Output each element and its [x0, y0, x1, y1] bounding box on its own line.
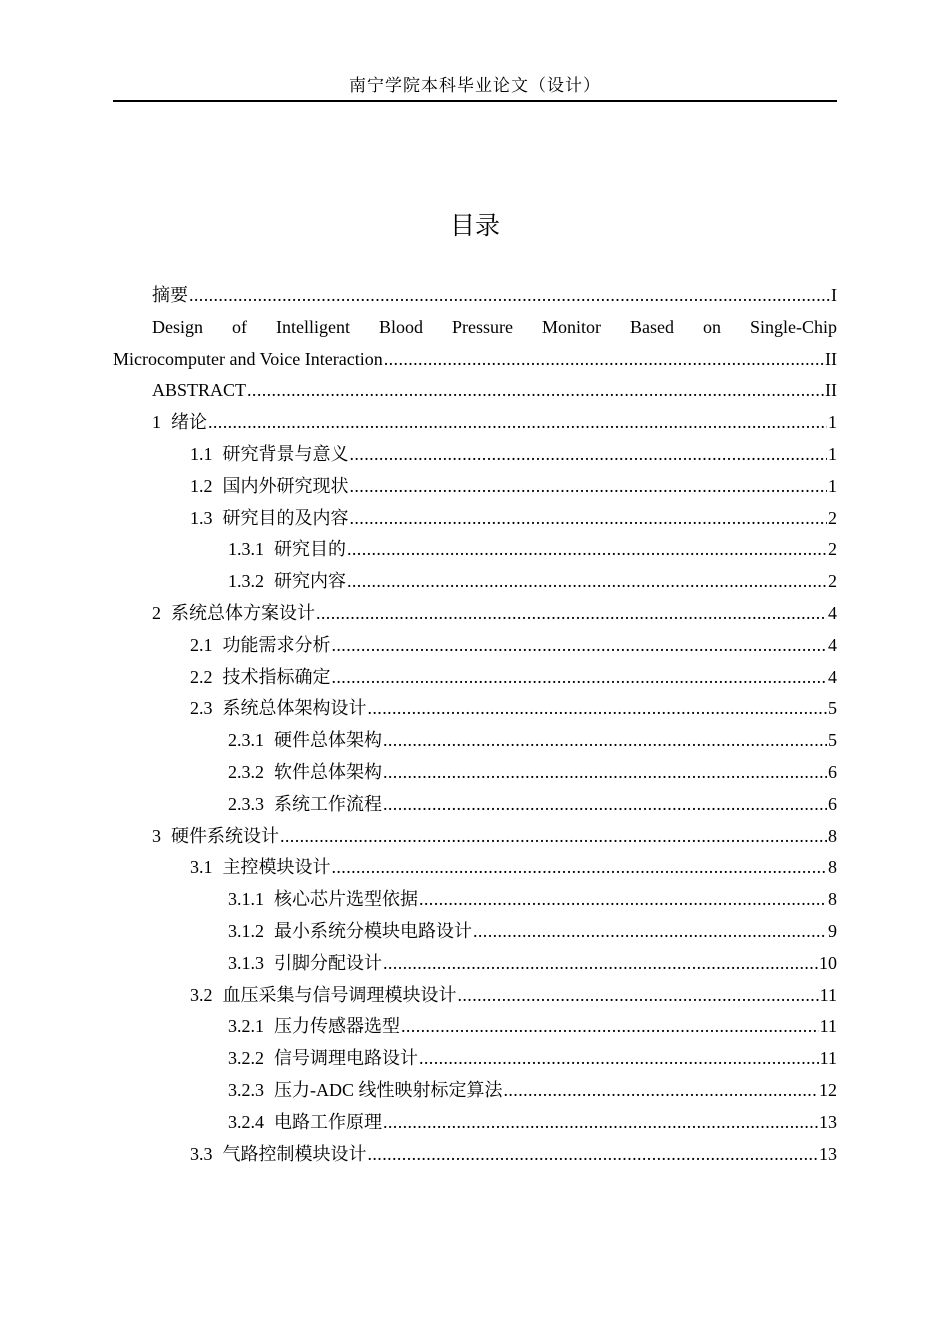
toc-entry[interactable]	[113, 1107, 837, 1139]
toc-entry[interactable]	[113, 948, 837, 980]
toc-entry-number: 1.1	[190, 443, 213, 464]
toc-page-number: I	[831, 285, 837, 305]
toc-entry[interactable]	[113, 566, 837, 598]
toc-entry-number: 3.2.1	[228, 1016, 264, 1037]
toc-entry[interactable]	[113, 598, 837, 630]
toc-entry[interactable]	[113, 471, 837, 503]
toc-entry-number: 3.2.3	[228, 1079, 264, 1100]
running-header: 南宁学院本科毕业论文（设计）	[349, 76, 601, 95]
toc-page-number: 1	[828, 412, 837, 433]
dot-leader	[419, 884, 827, 916]
header-rule	[113, 100, 837, 102]
toc-entry-number: 3.2.4	[228, 1111, 264, 1132]
toc-entry-label: 技术指标确定	[222, 666, 331, 687]
dot-leader	[350, 471, 828, 503]
dot-leader	[316, 598, 827, 630]
toc-entry-label: 研究目的	[274, 539, 346, 560]
toc-entry-number: 2.3	[190, 698, 213, 719]
toc-entry-label: 系统总体方案设计	[171, 602, 315, 623]
toc-entry[interactable]	[113, 662, 837, 694]
dot-leader	[419, 1043, 819, 1075]
toc-entry[interactable]	[113, 503, 837, 535]
dot-leader	[332, 852, 828, 884]
toc-entry-number: 2.1	[190, 634, 213, 655]
toc-entry-number: 1.3	[190, 507, 213, 528]
toc-entry[interactable]	[113, 280, 837, 312]
toc-entry-label: Microcomputer and Voice Interaction	[113, 348, 383, 369]
toc-entry-label: 核心芯片选型依据	[274, 889, 418, 910]
toc-entry[interactable]	[113, 630, 837, 662]
toc-entry-wrapped-line[interactable]	[113, 312, 837, 344]
toc-entry[interactable]	[113, 693, 837, 725]
dot-leader	[347, 566, 827, 598]
toc-entry-label: ABSTRACT	[152, 380, 247, 401]
toc-entry-label: 研究背景与意义	[222, 443, 349, 464]
toc-page-number: 11	[819, 1016, 837, 1037]
toc-page-number: 13	[819, 1111, 837, 1132]
dot-leader	[401, 1011, 819, 1043]
dot-leader	[347, 534, 827, 566]
dot-leader	[504, 1075, 819, 1107]
toc-page-number: 1	[828, 443, 837, 464]
toc-entry-label: 国内外研究现状	[222, 475, 349, 496]
toc-page-number: 5	[828, 698, 837, 719]
dot-leader	[208, 407, 827, 439]
toc-page-number: 2	[828, 571, 837, 592]
toc-entry-number: 2.3.3	[228, 793, 264, 814]
toc-entry-label: 电路工作原理	[274, 1111, 382, 1132]
toc-entry[interactable]	[113, 884, 837, 916]
dot-leader	[384, 344, 824, 376]
toc-entry[interactable]	[113, 375, 837, 407]
dot-leader	[247, 375, 824, 407]
dot-leader	[458, 980, 819, 1012]
toc-entry[interactable]	[113, 439, 837, 471]
dot-leader	[383, 789, 827, 821]
toc-page-number: 2	[828, 507, 837, 528]
toc-entry[interactable]	[113, 1011, 837, 1043]
toc-entry-label: 系统工作流程	[274, 793, 382, 814]
toc-entry-label: 血压采集与信号调理模块设计	[222, 984, 457, 1005]
toc-title: 目录	[449, 211, 500, 240]
toc-page-number: 6	[828, 761, 837, 782]
toc-entry-label: 软件总体架构	[274, 761, 382, 782]
toc-entry-label: 引脚分配设计	[274, 952, 382, 973]
toc-entry-label: 研究内容	[274, 571, 346, 592]
dot-leader	[383, 757, 827, 789]
toc-entry-label: 绪论	[171, 412, 207, 433]
toc-page-number: 8	[828, 825, 837, 846]
toc-page-number: 2	[828, 539, 837, 560]
toc-page-number: 4	[828, 602, 837, 623]
toc-entry[interactable]	[113, 852, 837, 884]
toc-page-number: 5	[828, 730, 837, 751]
toc-page-number: 8	[828, 857, 837, 878]
toc-entry-number: 3.2.2	[228, 1048, 264, 1069]
toc-entry-label: 气路控制模块设计	[222, 1143, 367, 1164]
toc-entry-label: 压力-ADC 线性映射标定算法	[274, 1079, 503, 1100]
toc-page-number: 9	[828, 920, 837, 941]
dot-leader	[350, 503, 828, 535]
toc-entry-label: 硬件系统设计	[171, 825, 279, 846]
toc-page-number: 13	[819, 1143, 837, 1164]
toc-entry-number: 1	[152, 412, 161, 433]
dot-leader	[332, 662, 828, 694]
toc-entry[interactable]	[113, 980, 837, 1012]
table-of-contents	[113, 280, 837, 1170]
toc-page-number: 4	[828, 666, 837, 687]
toc-page-number: II	[825, 348, 837, 369]
toc-entry-number: 2.2	[190, 666, 213, 687]
toc-entry[interactable]	[113, 725, 837, 757]
toc-entry-label: 研究目的及内容	[222, 507, 349, 528]
toc-entry[interactable]	[113, 916, 837, 948]
toc-entry-label: 硬件总体架构	[274, 730, 382, 751]
toc-entry-number: 3.1.1	[228, 889, 264, 910]
dot-leader	[368, 693, 828, 725]
toc-entry-number: 1.2	[190, 475, 213, 496]
toc-page-number: 4	[828, 634, 837, 655]
toc-entry-label: 系统总体架构设计	[222, 698, 367, 719]
toc-entry[interactable]	[113, 1043, 837, 1075]
dot-leader	[383, 725, 827, 757]
toc-entry-number: 3	[152, 825, 161, 846]
toc-page-number: 1	[828, 475, 837, 496]
dot-leader	[280, 821, 827, 853]
toc-entry-label: 压力传感器选型	[274, 1016, 400, 1037]
toc-entry[interactable]	[113, 344, 837, 376]
toc-entry[interactable]	[113, 1139, 837, 1171]
toc-page-number: 11	[819, 984, 837, 1005]
toc-entry-number: 2.3.2	[228, 761, 264, 782]
toc-page-number: 12	[819, 1079, 837, 1100]
dot-leader	[332, 630, 828, 662]
toc-entry-number: 3.3	[190, 1143, 213, 1164]
toc-entry-number: 3.1	[190, 857, 213, 878]
dot-leader	[383, 948, 818, 980]
toc-entry-label: 最小系统分模块电路设计	[274, 920, 472, 941]
dot-leader	[368, 1139, 819, 1171]
toc-page-number: 6	[828, 793, 837, 814]
toc-entry[interactable]	[113, 757, 837, 789]
toc-page-number: II	[825, 380, 837, 401]
toc-entry[interactable]	[113, 1075, 837, 1107]
toc-entry-number: 3.2	[190, 984, 213, 1005]
toc-entry-label: 信号调理电路设计	[274, 1048, 418, 1069]
toc-entry[interactable]	[113, 407, 837, 439]
toc-entry-number: 2	[152, 602, 161, 623]
dot-leader	[473, 916, 827, 948]
toc-entry[interactable]	[113, 534, 837, 566]
toc-entry[interactable]	[113, 789, 837, 821]
toc-entry[interactable]	[113, 821, 837, 853]
toc-entry-number: 1.3.1	[228, 539, 264, 560]
dot-leader	[189, 280, 830, 312]
toc-entry-label: Design of Intelligent Blood Pressure Monitor Based on Single-Chip	[152, 316, 837, 337]
toc-page-number: 11	[819, 1048, 837, 1069]
toc-entry-label: 功能需求分析	[222, 634, 331, 655]
toc-entry-label: 主控模块设计	[222, 857, 331, 878]
dot-leader	[383, 1107, 818, 1139]
toc-page-number: 8	[828, 889, 837, 910]
toc-entry-number: 3.1.3	[228, 952, 264, 973]
toc-entry-label: 摘要	[152, 285, 188, 305]
toc-page-number: 10	[819, 952, 837, 973]
toc-entry-number: 1.3.2	[228, 571, 264, 592]
dot-leader	[350, 439, 828, 471]
toc-entry-number: 2.3.1	[228, 730, 264, 751]
toc-entry-number: 3.1.2	[228, 920, 264, 941]
